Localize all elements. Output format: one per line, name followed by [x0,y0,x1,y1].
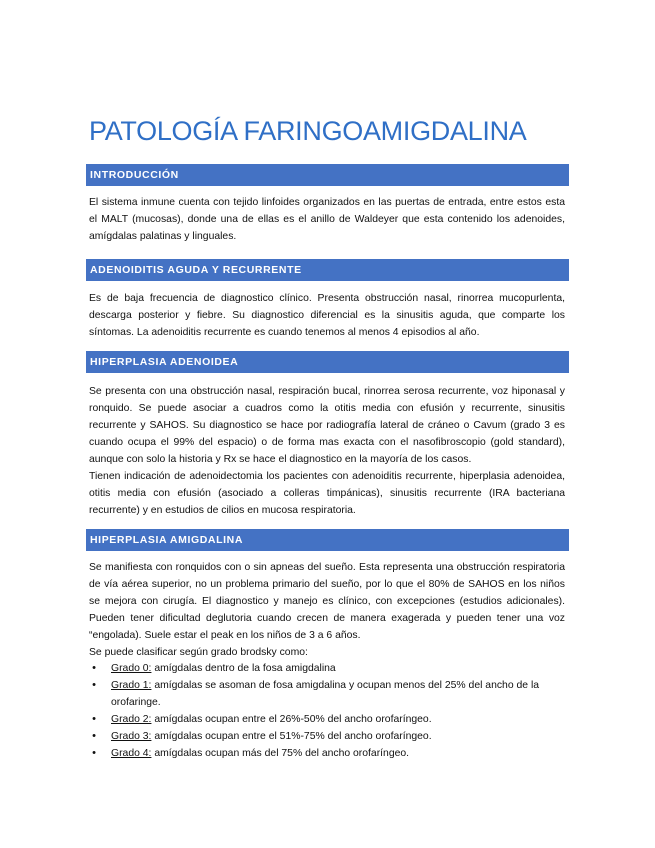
section-body-introduccion [89,194,565,245]
paragraph: Tienen indicación de adenoidectomia los pacientes con adenoiditis recurrente, hiperplasia adenoidea, otitis media con efusión (asociado a colleras timpánicas), sinusitis recurrente (IRA bacteriana recurrente) y en estudios de cilios en mucosa respiratoria. [89,471,565,516]
paragraph: Se manifiesta con ronquidos con o sin apneas del sueño. Esta representa una obstrucción respiratoria de vía aérea superior, no un problema primario del sueño, por lo que el 80% de SAHOS en los niños se mejora con cirugía. El diagnostico y manejo es clínico, con excepciones (estudios adicionales). Pueden tener dificultad deglutoria cuando crecen de manera exagerada y pueden tener una voz “engolada). Suele estar el peak en los niños de 3 a 6 años. [89,562,565,641]
section-body-adenoiditis [89,290,565,341]
grade-label: Grado 0: [111,663,152,674]
section-body-hiperplasia-adenoidea [89,383,565,519]
section-heading-hiperplasia-amigdalina: HIPERPLASIA AMIGDALINA [86,529,569,551]
list-item [89,711,565,728]
bullet-icon: • [92,662,96,674]
grade-label: Grado 2: [111,714,152,725]
section-heading-adenoiditis: ADENOIDITIS AGUDA Y RECURRENTE [86,259,569,281]
list-item [89,728,565,745]
list-item [89,745,565,762]
paragraph: Es de baja frecuencia de diagnostico clínico. Presenta obstrucción nasal, rinorrea mucopurlenta, descarga posterior y fiebre. Su diagnostico diferencial es la sinusitis aguda, que comparte los síntomas. La adenoiditis recurrente es cuando tenemos al menos 4 episodios al año. [89,293,565,338]
bullet-icon: • [92,679,96,691]
bullet-icon: • [92,713,96,725]
section-heading-introduccion: INTRODUCCIÓN [86,164,569,186]
page-title: PATOLOGÍA FARINGOAMIGDALINA [89,116,527,146]
bullet-icon: • [92,730,96,742]
grade-label: Grado 1: [111,680,152,691]
paragraph: Se presenta con una obstrucción nasal, respiración bucal, rinorrea serosa recurrente, voz hiponasal y ronquido. Se puede asociar a cuadros como la otitis media con efusión y recurrente, sinusitis recurrente y SAHOS. Su diagnostico se hace por radiografía lateral de cráneo o Cavum (grado 3 es cuando ocupa el 99% del espacio) o de forma mas exacta con el nasofibroscopio (gold standard), aunque con solo la historia y Rx se hace el diagnostico en la mayoría de los casos. [89,386,565,465]
list-item [89,660,565,677]
grade-text: amígdalas dentro de la fosa amigdalina [151,663,336,674]
grade-text: amígdalas ocupan entre el 26%-50% del ancho orofaríngeo. [151,714,432,725]
paragraph: El sistema inmune cuenta con tejido linfoides organizados en las puertas de entrada, entre estos esta el MALT (mucosas), donde una de ellas es el anillo de Waldeyer que esta contenido los adenoides, amígdalas palatinas y linguales. [89,197,565,242]
grade-text: amígdalas ocupan entre el 51%-75% del ancho orofaríngeo. [151,731,432,742]
grade-label: Grado 3: [111,731,152,742]
grade-label: Grado 4: [111,748,152,759]
section-heading-hiperplasia-adenoidea: HIPERPLASIA ADENOIDEA [86,351,569,373]
paragraph: Se puede clasificar según grado brodsky como: [89,647,308,658]
section-body-hiperplasia-amigdalina [89,559,565,661]
list-item [89,677,565,711]
grade-text: amígdalas se asoman de fosa amigdalina y ocupan menos del 25% del ancho de la orofaringe. [111,680,540,708]
bullet-icon: • [92,747,96,759]
grade-list [89,660,565,762]
grade-text: amígdalas ocupan más del 75% del ancho orofaríngeo. [151,748,410,759]
